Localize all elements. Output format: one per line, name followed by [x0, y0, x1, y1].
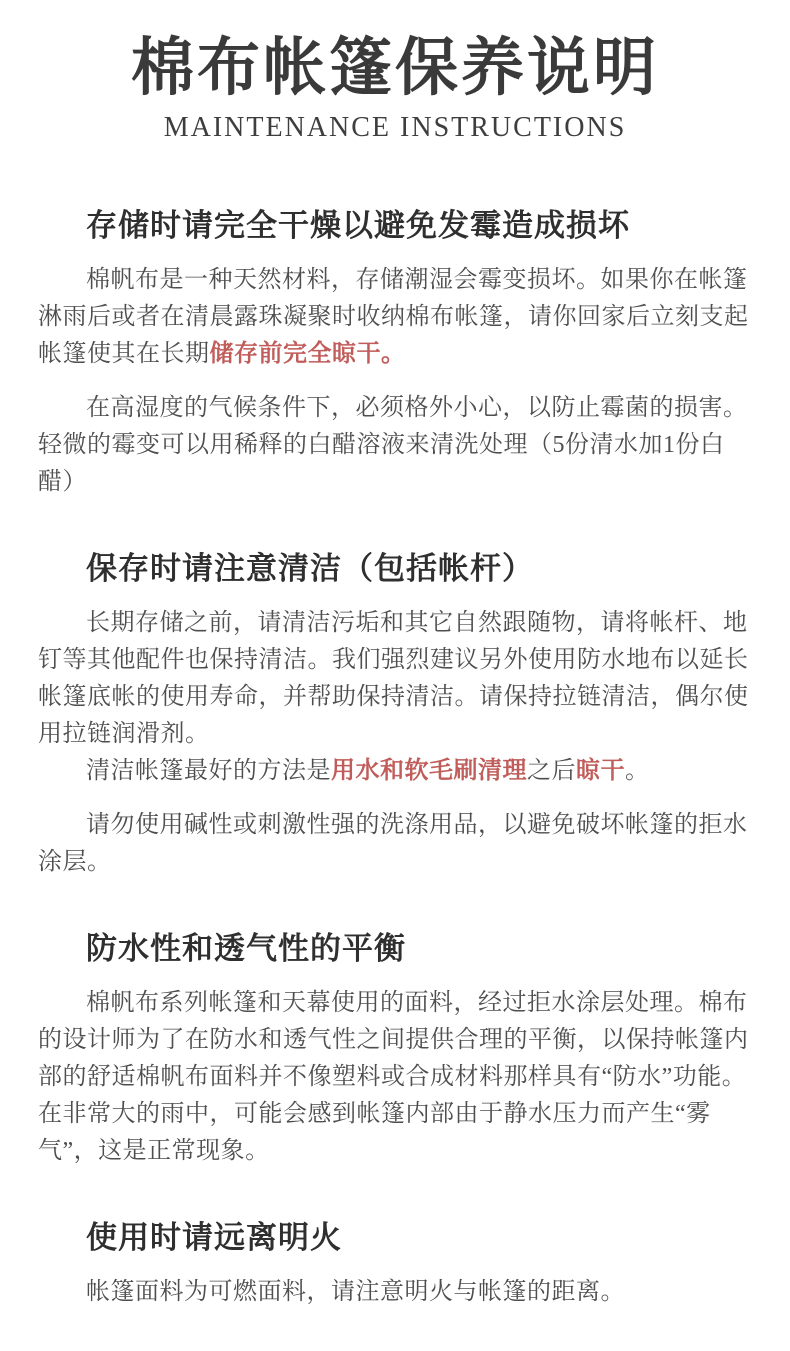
section-heading: 使用时请远离明火	[86, 1220, 342, 1256]
page-subtitle: MAINTENANCE INSTRUCTIONS	[163, 112, 627, 144]
section-heading: 存储时请完全干燥以避免发霉造成损坏	[86, 208, 630, 244]
highlighted-text-run: 用水和软毛刷清理	[331, 758, 527, 785]
text-run: 长期存储之前，请清洁污垢和其它自然跟随物，请将帐杆、地钉等其他配件也保持清洁。我们强烈建议另外使用防水地布以延长帐篷底帐的使用寿命，并帮助保持清洁。请保持拉链清洁，偶尔使用拉链润滑剂。	[38, 610, 749, 748]
paragraph	[38, 1274, 752, 1311]
paragraph	[38, 753, 752, 790]
highlighted-text-run: 储存前完全晾干。	[209, 341, 406, 368]
paragraph	[38, 807, 752, 881]
section-heading: 保存时请注意清洁（包括帐杆）	[86, 551, 534, 587]
section	[38, 543, 752, 881]
section	[38, 1212, 752, 1311]
text-run: 。	[625, 758, 650, 785]
section	[38, 200, 752, 501]
sections-container	[0, 200, 790, 1351]
paragraph	[38, 262, 752, 373]
paragraph	[38, 390, 752, 501]
highlighted-text-run: 晾干	[576, 758, 625, 785]
text-run: 在高湿度的气候条件下，必须格外小心，以防止霉菌的损害。轻微的霉变可以用稀释的白醋溶液来清洗处理（5份清水加1份白醋）	[38, 395, 748, 496]
section-heading: 防水性和透气性的平衡	[86, 931, 406, 967]
paragraph	[38, 605, 752, 753]
text-run: 棉帆布是一种天然材料，存储潮湿会霉变损坏。如果你在帐篷淋雨后或者在清晨露珠凝聚时收纳棉布帐篷，请你回家后立刻支起帐篷使其在长期	[38, 267, 749, 368]
section	[38, 923, 752, 1170]
text-run: 棉帆布系列帐篷和天幕使用的面料，经过拒水涂层处理。棉布的设计师为了在防水和透气性之间提供合理的平衡，以保持帐篷内部的舒适棉帆布面料并不像塑料或合成材料那样具有“防水”功能。在非常大的雨中，可能会感到帐篷内部由于静水压力而产生“雾气”，这是正常现象。	[38, 990, 749, 1165]
page-title: 棉布帐篷保养说明	[131, 33, 659, 103]
document-header	[0, 0, 790, 144]
text-run: 清洁帐篷最好的方法是	[86, 758, 331, 785]
text-run: 帐篷面料为可燃面料，请注意明火与帐篷的距离。	[86, 1279, 625, 1306]
paragraph	[38, 985, 752, 1170]
text-run: 请勿使用碱性或刺激性强的洗涤用品，以避免破坏帐篷的拒水涂层。	[38, 812, 748, 876]
text-run: 之后	[527, 758, 576, 785]
